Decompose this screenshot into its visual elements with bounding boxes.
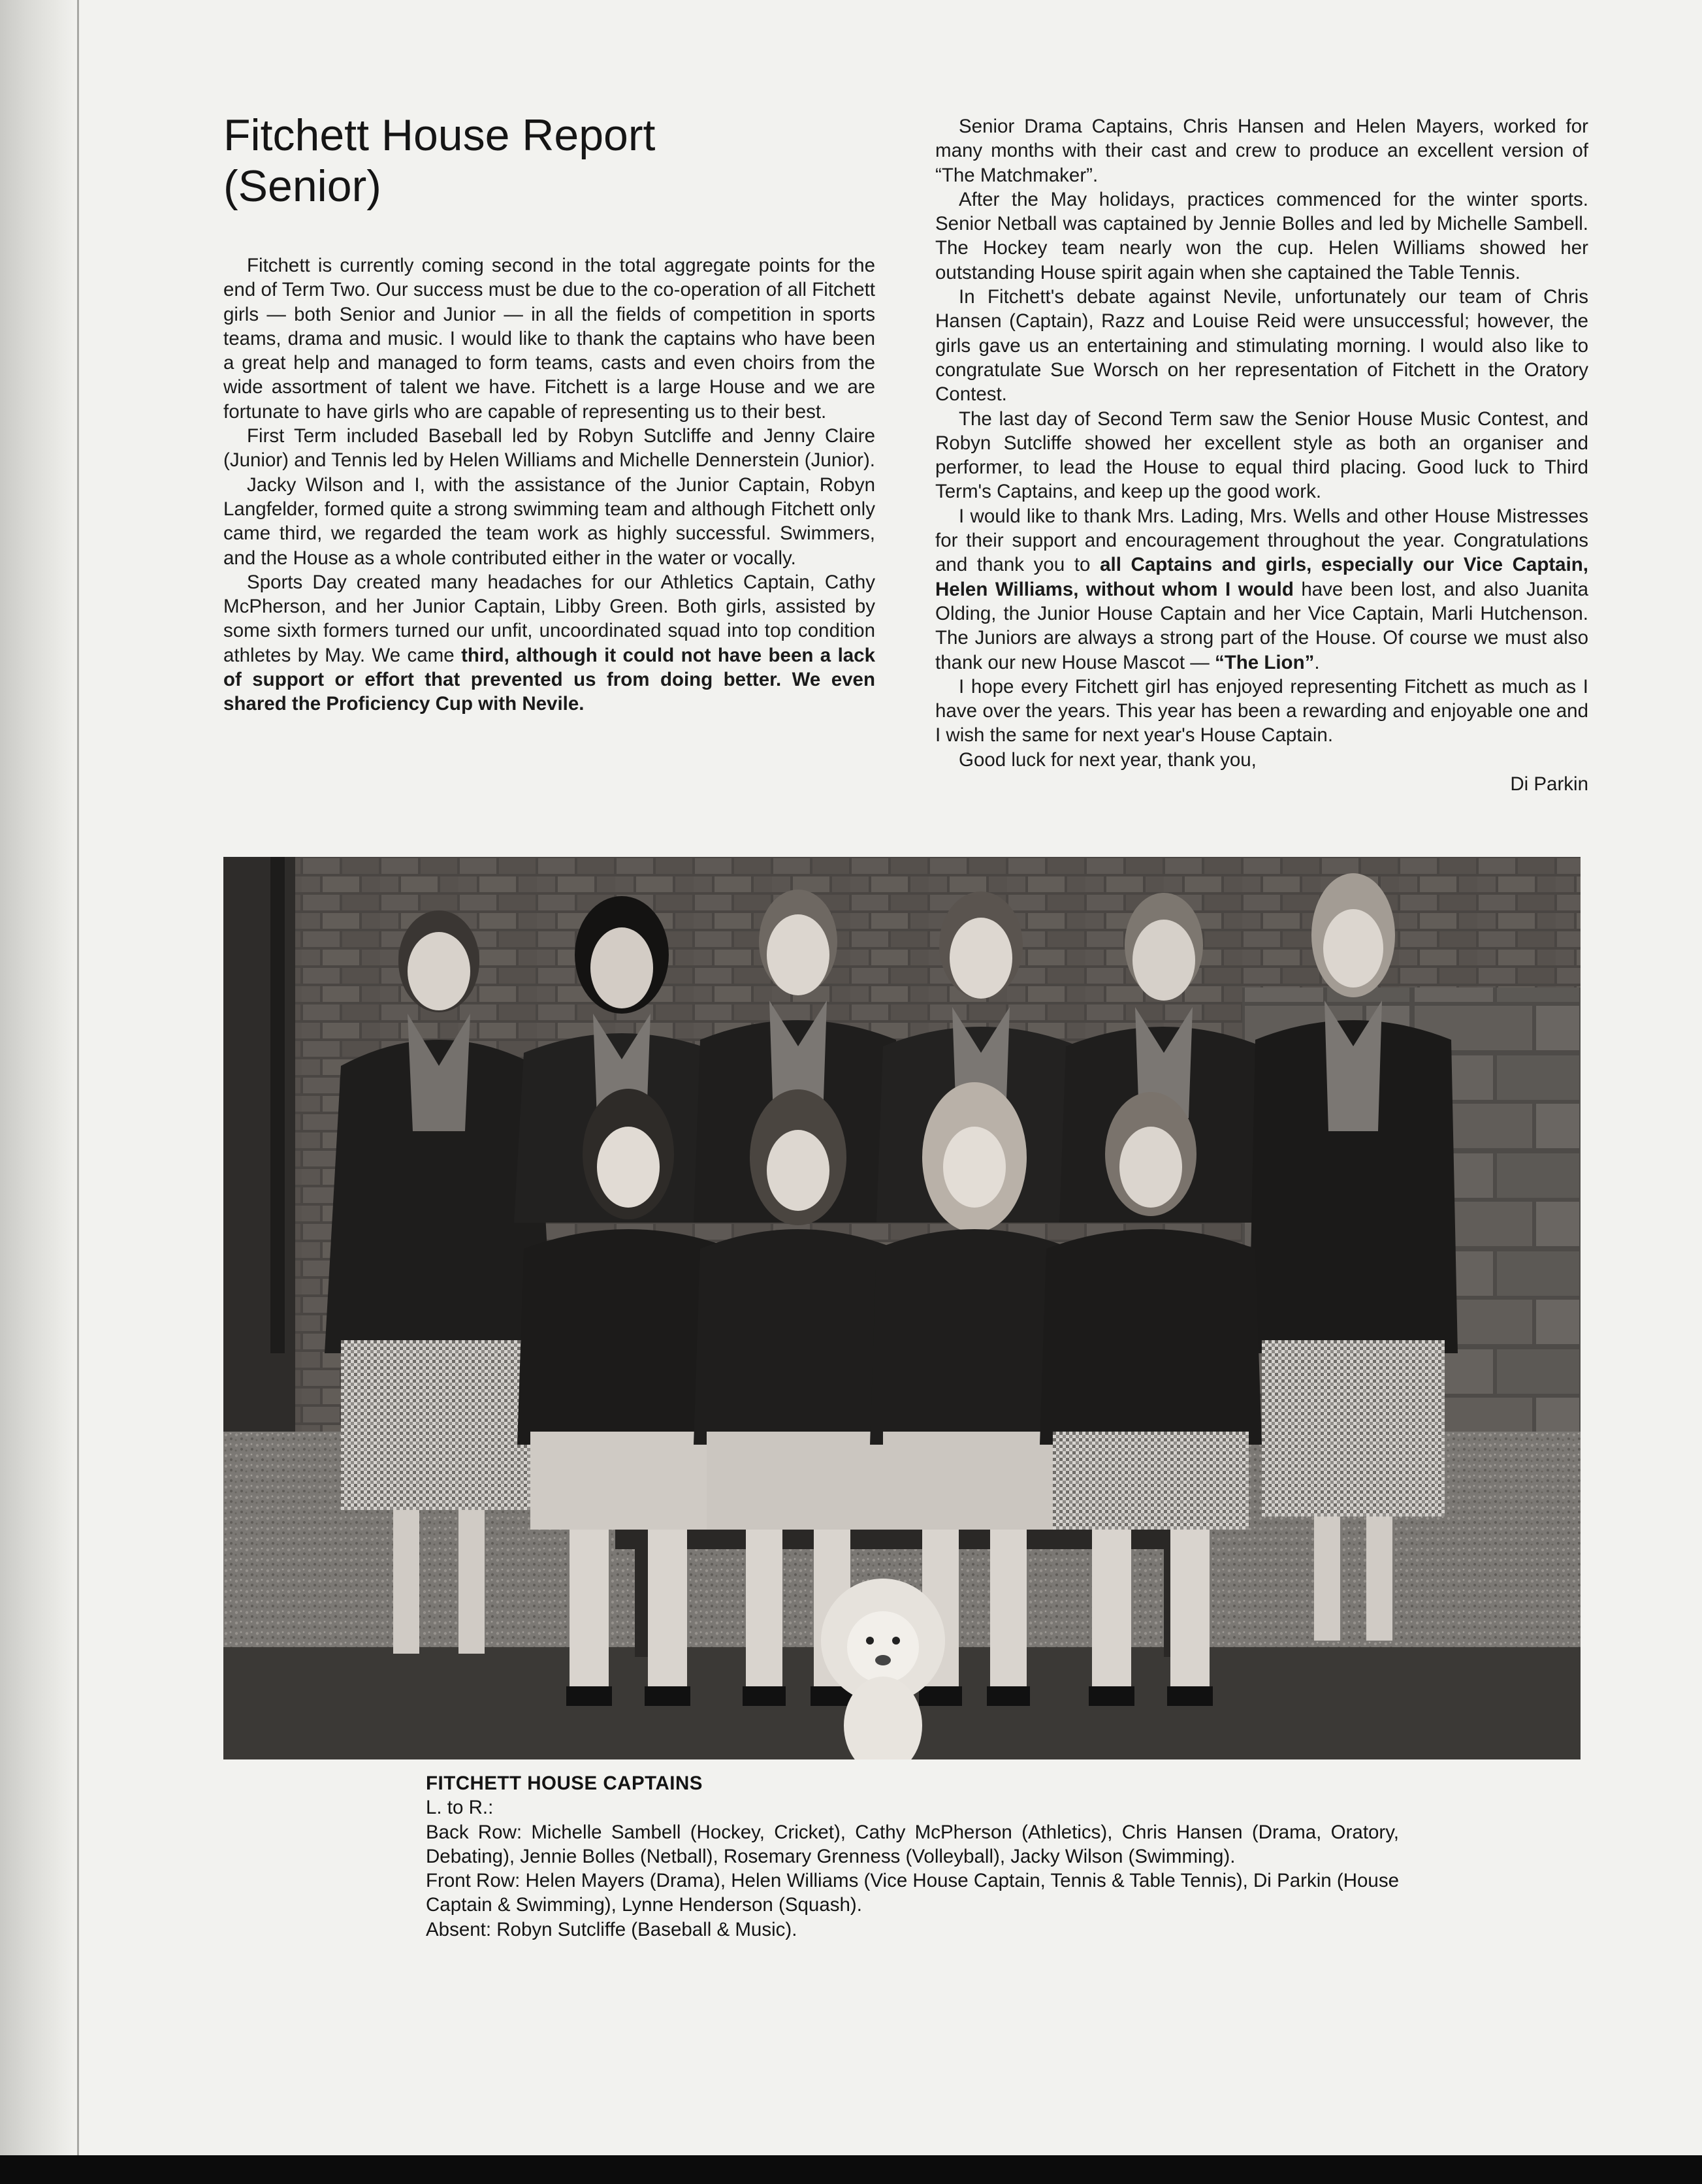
signature: Di Parkin [1510, 773, 1588, 795]
group-photo-image [223, 857, 1581, 1759]
left-column [223, 253, 875, 716]
thanks-text-continued: have been lost, and also Juanita Olding, the Junior House Captain and her Vice Captain, Marli Hutchenson. The Juniors are always a strong part of the House. Of course we must also thank our new House Mascot — [935, 578, 1588, 673]
thanks-bold-vice-captain: Captains and girls, especially our Vice Captain, Helen Williams, without whom I would [935, 554, 1588, 600]
caption-title: FITCHETT HOUSE CAPTAINS [426, 1773, 703, 1794]
right-column [935, 114, 1588, 796]
thanks-end: . [1314, 651, 1320, 673]
binding-edge [77, 0, 79, 2155]
paragraph: After the May holidays, practices commenced for the winter sports. Senior Netball was captained by Jennie Bolles and led by Michelle Sambell. The Hockey team nearly won the cup. Helen Williams showed her outstanding House spirit again when she captained the Table Tennis. [935, 188, 1588, 283]
sports-day-text: Sports Day created many headaches for our Athletics Captain, Cathy McPherson, and her Junior Captain, Libby Green. Both girls, assisted by some sixth formers turned our unfit, uncoordinated squad into top condition athletes by May. We came [223, 571, 875, 666]
caption-back-row: Back Row: Michelle Sambell (Hockey, Cricket), Cathy McPherson (Athletics), Chris Hansen (Drama, Oratory, Debating), Jennie Bolles (Netball), Rosemary Grenness (Volleyball), Jacky Wilson (Swimming). [426, 1821, 1399, 1867]
photo-caption [426, 1771, 1399, 1942]
mascot-name: “The Lion” [1214, 651, 1315, 673]
sports-day-bold-text: third, although it could not have been a lack of support or effort that prevented us from doing better. We even shared the Proficiency Cup with Nevile. [223, 644, 875, 715]
thanks-bold-all: all [1100, 554, 1121, 576]
paragraph: Good luck for next year, thank you, [959, 748, 1257, 771]
caption-front-row: Front Row: Helen Mayers (Drama), Helen Williams (Vice House Captain, Tennis & Table Tennis), Di Parkin (House Captain & Swimming), Lynne Henderson (Squash). [426, 1870, 1399, 1916]
caption-absent: Absent: Robyn Sutcliffe (Baseball & Music). [426, 1918, 797, 1940]
thanks-text: I would like to thank Mrs. Lading, Mrs. Wells and other House Mistresses for their support and encouragement throughout the year. Congratulations and thank you to [935, 505, 1588, 576]
page-title [223, 110, 876, 212]
caption-line: L. to R.: [426, 1797, 494, 1819]
paragraph-sports-day [223, 570, 875, 716]
paragraph: In Fitchett's debate against Nevile, unfortunately our team of Chris Hansen (Captain), Razz and Louise Reid were unsuccessful; however, the girls gave us an entertaining and stimulating morning. I would also like to congratulate Sue Worsch on her representation of Fitchett in the Oratory Contest. [935, 286, 1588, 406]
paragraph: Fitchett is currently coming second in the total aggregate points for the end of Term Two. Our success must be due to the co-operation of all Fitchett girls — both Senior and Junior — in all the fields of competition in sports teams, drama and music. I would like to thank the captains who have been a great help and managed to form teams, casts and even choirs from the wide assortment of talent we have. Fitchett is a large House and we are fortunate to have girls who are capable of representing us to their best. [223, 255, 875, 423]
paragraph: The last day of Second Term saw the Senior House Music Contest, and Robyn Sutcliffe showed her excellent style as both an organiser and performer, to lead the House to equal third placing. Good luck to Third Term's Captains, and keep up the good work. [935, 408, 1588, 503]
paragraph: Senior Drama Captains, Chris Hansen and Helen Mayers, worked for many months with their cast and crew to produce an excellent version of “The Matchmaker”. [935, 116, 1588, 186]
paragraph-thanks [935, 504, 1588, 675]
paragraph: Jacky Wilson and I, with the assistance of the Junior Captain, Robyn Langfelder, formed quite a strong swimming team and although Fitchett only came third, we regarded the team work as highly successful. Swimmers, and the House as a whole contributed either in the water or vocally. [223, 474, 875, 569]
title-line-2: (Senior) [223, 161, 381, 211]
title-line-1: Fitchett House Report [223, 110, 656, 160]
scan-border [0, 2155, 1702, 2184]
group-photo [223, 857, 1581, 1759]
paragraph: First Term included Baseball led by Robyn Sutcliffe and Jenny Claire (Junior) and Tennis led by Helen Williams and Michelle Dennerstein (Junior). [223, 425, 875, 472]
binding-shadow [0, 0, 78, 2155]
paragraph: I hope every Fitchett girl has enjoyed representing Fitchett as much as I have over the years. This year has been a rewarding and enjoyable one and I wish the same for next year's House Captain. [935, 675, 1588, 747]
